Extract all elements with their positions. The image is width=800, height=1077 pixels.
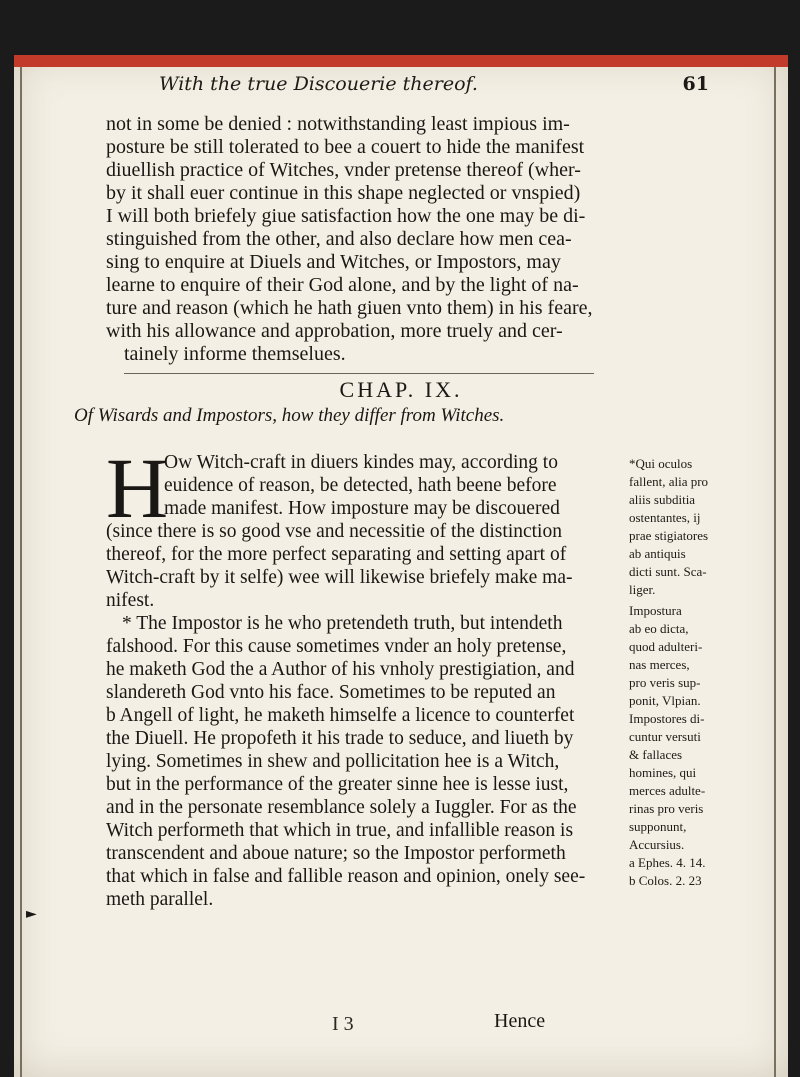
text-line: I will both briefely giue satisfaction how the one may be di- (106, 205, 586, 227)
marginal-note: supponunt, (629, 819, 687, 834)
signature-mark: I 3 (332, 1013, 354, 1035)
text-line: Witch performeth that which in true, and infallible reason is (106, 820, 574, 841)
marginal-note: b Colos. 2. 23 (629, 873, 702, 888)
marginal-note: cuntur versuti (629, 729, 701, 744)
text-line: but in the performance of the greater sinne hee is lesse iust, (106, 774, 569, 795)
marginal-note: ostentantes, ij (629, 510, 701, 525)
text-line: and in the personate resemblance solely a Iuggler. For as the (106, 797, 577, 818)
text-line: sing to enquire at Diuels and Witches, or Impostors, may (106, 251, 561, 273)
text-line: he maketh God the a Author of his vnholy prestigiation, and (106, 659, 575, 680)
text-line: posture be still tolerated to bee a couert to hide the manifest (106, 136, 585, 158)
text-line: by it shall euer continue in this shape neglected or vnspied) (106, 182, 581, 204)
section-rule (124, 373, 594, 374)
top-border (14, 55, 788, 67)
text-line: lying. Sometimes in shew and pollicitation hee is a Witch, (106, 751, 560, 772)
book-page (14, 55, 788, 1077)
text-line: (since there is so good vse and necessitie of the distinction (106, 521, 562, 542)
text-line: learne to enquire of their God alone, and by the light of na- (106, 274, 579, 296)
text-line: that which in false and fallible reason and opinion, onely see- (106, 866, 586, 887)
page-edge-right (774, 67, 776, 1077)
margin-arrow-icon: ► (26, 906, 37, 922)
text-line: transcendent and aboue nature; so the Impostor performeth (106, 843, 566, 864)
marginal-note: & fallaces (629, 747, 683, 762)
marginal-note: nas merces, (629, 657, 690, 672)
marginal-note: liger. (629, 582, 656, 597)
drop-cap: H (106, 440, 169, 536)
text-line: with his allowance and approbation, more truely and cer- (106, 320, 563, 342)
marginal-note: a Ephes. 4. 14. (629, 855, 706, 870)
text-line: Witch-craft by it selfe) wee will likewise briefely make ma- (106, 567, 573, 588)
page-number: 61 (682, 73, 709, 95)
text-line: stinguished from the other, and also declare how men cea- (106, 228, 572, 250)
text-line: thereof, for the more perfect separating and setting apart of (106, 544, 567, 565)
text-line: diuellish practice of Witches, vnder pretense thereof (wher- (106, 159, 581, 181)
text-line: slandereth God vnto his face. Sometimes to be reputed an (106, 682, 556, 703)
marginal-note: rinas pro veris (629, 801, 704, 816)
marginal-note: ab eo dicta, (629, 621, 689, 636)
marginal-note: fallent, alia pro (629, 474, 709, 489)
marginal-note: ab antiquis (629, 546, 686, 561)
text-line: nifest. (106, 590, 155, 611)
text-line: meth parallel. (106, 889, 214, 910)
text-line: falshood. For this cause sometimes vnder an holy pretense, (106, 636, 567, 657)
text-line: the Diuell. He propofeth it his trade to seduce, and liueth by (106, 728, 574, 749)
marginal-note: prae stigiatores (629, 528, 709, 543)
marginal-note: merces adulte- (629, 783, 706, 798)
marginal-note: Accursius. (629, 837, 685, 852)
marginal-note: aliis subditia (629, 492, 696, 507)
text-line: euidence of reason, be detected, hath beene before (164, 475, 557, 496)
text-line: tainely informe themselues. (124, 343, 346, 365)
page-edge-left (20, 67, 22, 1077)
text-line: ture and reason (which he hath giuen vnto them) in his feare, (106, 297, 593, 319)
text-line: * The Impostor is he who pretendeth truth, but intendeth (122, 613, 563, 634)
text-line: b Angell of light, he maketh himselfe a licence to counterfet (106, 705, 575, 726)
chapter-title: CHAP. IX. (339, 377, 463, 402)
marginal-note: quod adulteri- (629, 639, 703, 654)
marginal-note: *Qui oculos (629, 456, 693, 471)
marginal-note: Impostura (629, 603, 682, 618)
marginal-note: ponit, Vlpian. (629, 693, 701, 708)
text-line: not in some be denied : notwithstanding least impious im- (106, 113, 570, 135)
running-head-title: With the true Discouerie thereof. (159, 73, 478, 95)
text-line: Ow Witch-craft in diuers kindes may, according to (164, 452, 558, 473)
marginal-note: homines, qui (629, 765, 697, 780)
catchword: Hence (494, 1010, 546, 1032)
text-line: made manifest. How imposture may be discouered (164, 498, 560, 519)
marginal-note: dicti sunt. Sca- (629, 564, 707, 579)
chapter-subtitle: Of Wisards and Impostors, how they differ from Witches. (74, 405, 505, 426)
marginal-note: pro veris sup- (629, 675, 701, 690)
marginal-note: Impostores di- (629, 711, 705, 726)
running-head (159, 73, 719, 105)
